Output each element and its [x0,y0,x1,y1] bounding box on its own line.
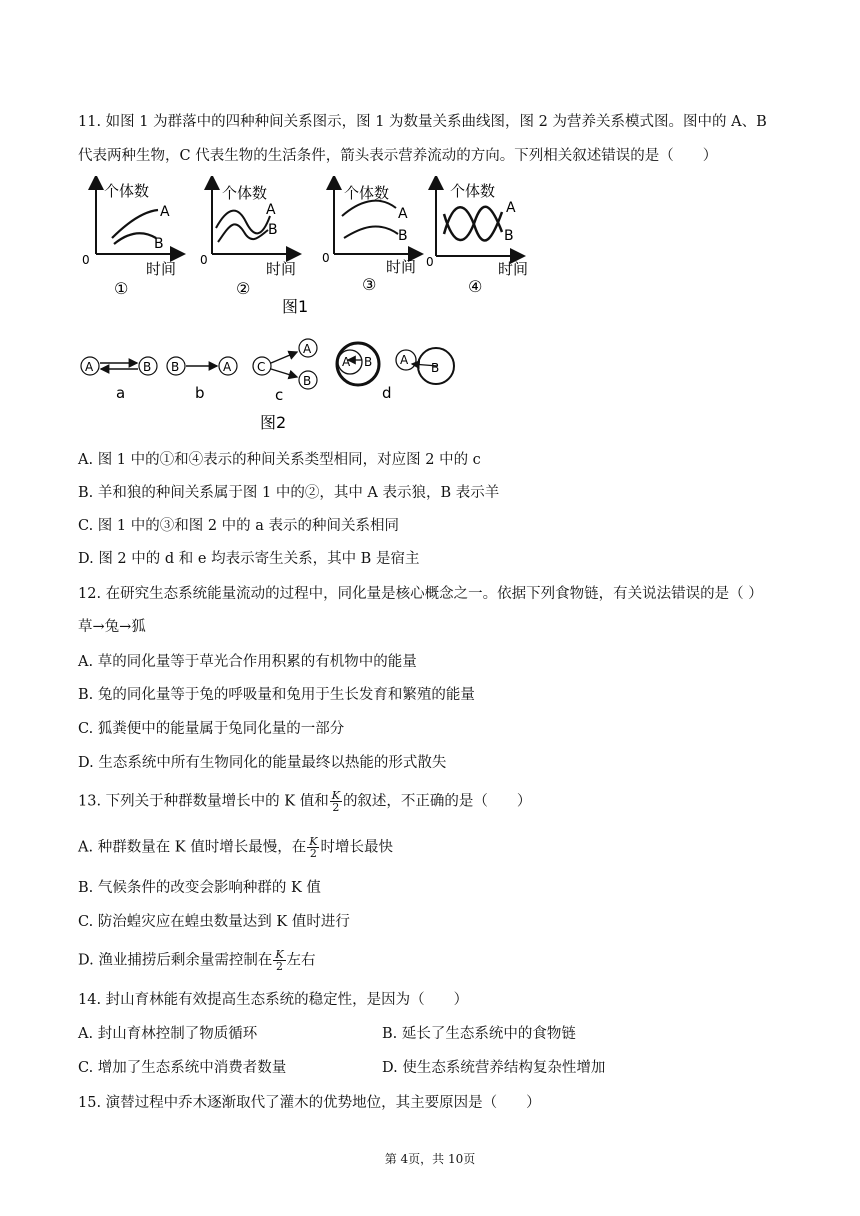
fig1-a-1: A [160,204,170,220]
fig1-origin-4: 0 [426,255,434,269]
fig1-b-3: B [398,228,408,244]
q12-food-chain: 草→兔→狐 [78,619,146,635]
fig2-d-node-b: B [364,355,373,369]
fig1-a-4: A [506,200,516,216]
q13-stem [78,790,531,813]
k-half-fraction: $\frac{K}{2}$ [331,789,340,814]
fig1-xlabel-1: 时间 [146,260,177,278]
fig1-xlabel-3: 时间 [386,258,417,276]
fig1-panel-label-4: ④ [468,277,483,296]
fig2-label-b: b [195,384,205,402]
fig2-a-node-a: A [85,360,94,374]
fig2-label-a: a [116,384,126,402]
q13-option-b[interactable]: B. 气候条件的改变会影响种群的 K 值 [78,880,321,896]
q12-option-c[interactable]: C. 狐粪便中的能量属于兔同化量的一部分 [78,721,345,737]
q15-stem: 15. 演替过程中乔木逐渐取代了灌木的优势地位，其主要原因是（ ） [78,1095,541,1111]
fig2-a-node-b: B [143,360,152,374]
fig1-b-4: B [504,228,514,244]
fig1-panel-2 [200,182,296,298]
fig1-origin-3: 0 [322,251,330,265]
fig1-ylabel-2: 个体数 [222,184,268,202]
fig2-d-node-a: A [342,355,351,369]
figure-2 [78,336,478,436]
fig1-ylabel-1: 个体数 [104,182,150,200]
fig1-xlabel-2: 时间 [266,260,297,278]
q14-option-a[interactable]: A. 封山育林控制了物质循环 [78,1026,258,1042]
q11-option-a[interactable]: A. 图 1 中的①和④表示的种间关系类型相同，对应图 2 中的 c [78,452,481,468]
fig2-c [253,339,317,404]
fig2-label-c: c [275,386,284,404]
q11-stem-line2: 代表两种生物，C 代表生物的生活条件，箭头表示营养流动的方向。下列相关叙述错误的是（ ） [78,148,718,164]
fig1-ylabel-4: 个体数 [450,182,496,200]
fig2-b-node-a: A [223,360,232,374]
q11-option-d[interactable]: D. 图 2 中的 d 和 e 均表示寄生关系，其中 B 是宿主 [78,551,420,567]
q12-stem: 12. 在研究生态系统能量流动的过程中，同化量是核心概念之一。依据下列食物链，有关说法错误的是（ ） [78,586,763,602]
fig2-d [337,343,454,402]
q13-stem-post: 的叙述，不正确的是（ ） [342,793,532,810]
page-footer: 第 4页，共 10页 [384,1152,476,1166]
fig2-c-node-a: A [303,342,312,356]
fig1-panel-label-2: ② [236,279,251,298]
fig2-b [167,357,237,402]
q14-stem: 14. 封山育林能有效提高生态系统的稳定性，是因为（ ） [78,992,469,1008]
q14-option-c[interactable]: C. 增加了生态系统中消费者数量 [78,1060,287,1076]
figure-1 [78,176,548,324]
q11-stem-line1: 11. 如图 1 为群落中的四种种间关系图示，图 1 为数量关系曲线图，图 2 为营养关系模式图。图中的 A、B [78,114,767,130]
fig1-origin-1: 0 [82,253,90,267]
fig1-xlabel-4: 时间 [498,260,529,278]
q11-option-c[interactable]: C. 图 1 中的③和图 2 中的 a 表示的种间关系相同 [78,518,400,534]
q12-option-b[interactable]: B. 兔的同化量等于兔的呼吸量和兔用于生长发育和繁殖的能量 [78,687,475,703]
fig1-a-3: A [398,206,408,222]
fig1-b-2: B [268,222,278,238]
fig2-a [81,357,157,402]
fig2-b-node-b: B [171,360,180,374]
fig2-caption: 图2 [260,413,287,432]
k-half-fraction: $\frac{K}{2}$ [309,835,318,860]
q14-option-b[interactable]: B. 延长了生态系统中的食物链 [382,1026,576,1042]
q13-option-a[interactable]: A. 种群数量在 K 值时增长最慢，在 $\frac{K}{2}$ 时增长最快 [78,835,393,860]
fig1-panel-3 [322,182,416,294]
fig2-label-d: d [382,384,392,402]
fig1-b-1: B [154,236,164,252]
q12-option-a[interactable]: A. 草的同化量等于草光合作用积累的有机物中的能量 [78,654,417,670]
q12-option-d[interactable]: D. 生态系统中所有生物同化的能量最终以热能的形式散失 [78,755,447,771]
fig1-ylabel-3: 个体数 [344,184,390,202]
k-half-fraction: $\frac{K}{2}$ [275,948,284,973]
fig2-c-node-b: B [303,374,312,388]
fig1-a-2: A [266,202,276,218]
q13-option-c[interactable]: C. 防治蝗灾应在蝗虫数量达到 K 值时进行 [78,914,350,930]
fig1-panel-1 [82,182,178,298]
fig1-panel-label-1: ① [114,279,129,298]
q11-option-b[interactable]: B. 羊和狼的种间关系属于图 1 中的②，其中 A 表示狼，B 表示羊 [78,485,500,501]
fig1-panel-label-3: ③ [362,275,377,294]
q13-stem-pre: 13. 下列关于种群数量增长中的 K 值和 [78,793,329,810]
fig2-d2-node-a: A [400,353,409,367]
q13-option-d[interactable]: D. 渔业捕捞后剩余量需控制在 $\frac{K}{2}$ 左右 [78,948,316,973]
fig1-panel-4 [426,182,528,296]
fig2-c-node-c: C [257,360,266,374]
fig2-d2-node-b: B [431,361,440,375]
q14-option-d[interactable]: D. 使生态系统营养结构复杂性增加 [382,1060,606,1076]
fig1-origin-2: 0 [200,253,208,267]
fig1-caption: 图1 [282,297,309,316]
